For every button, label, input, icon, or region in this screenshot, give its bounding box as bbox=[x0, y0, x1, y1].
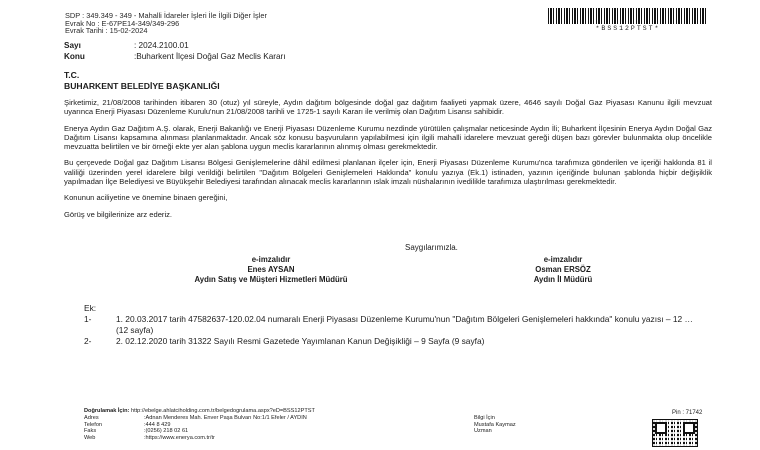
document-barcode bbox=[548, 8, 708, 32]
document-meta bbox=[64, 40, 286, 62]
signature-left bbox=[176, 255, 366, 284]
signature-eimza: e-imzalıdır bbox=[251, 255, 291, 264]
signature-title: Aydın Satış ve Müşteri Hizmetleri Müdürü bbox=[194, 274, 348, 284]
signature-right bbox=[498, 255, 628, 284]
verify-line bbox=[84, 408, 644, 415]
attachments bbox=[84, 303, 704, 347]
footer-label: Faks bbox=[84, 428, 97, 435]
meta-sayi-row bbox=[64, 40, 286, 51]
footer-label: Adres bbox=[84, 414, 99, 421]
attachment-text: 1. 20.03.2017 tarih 47582637-120.02.04 numaralı Enerji Piyasası Düzenleme Kurumu'nun "Dağıtım Bölgeleri Genişlemeleri hakkında" konulu yazısı – 12 … (12 sayfa) bbox=[116, 314, 693, 335]
footer-right: Uzman bbox=[474, 428, 492, 435]
barcode-icon bbox=[548, 8, 708, 24]
attachment-number: 1- bbox=[84, 314, 92, 324]
addressee-name: BUHARKENT BELEDİYE BAŞKANLIĞI bbox=[64, 81, 220, 91]
footer-right: Bilgi İçin bbox=[474, 414, 495, 421]
attachment-text: 2. 02.12.2020 tarih 31322 Sayılı Resmi Gazetede Yayımlanan Kanun Değişikliği – 9 Sayfa (9 sayfa) bbox=[116, 336, 485, 346]
paragraph: Görüş ve bilgilerinize arz ederiz. bbox=[64, 209, 173, 219]
pin-code: Pin : 71742 bbox=[672, 410, 703, 416]
footer-row bbox=[84, 415, 644, 422]
paragraph: Konunun aciliyetine ve önemine binaen gereğini, bbox=[64, 193, 228, 203]
footer-row bbox=[84, 428, 644, 435]
footer-right bbox=[474, 435, 624, 442]
stamp-evrak-no: Evrak No : E-67PE14-349/349-296 bbox=[65, 18, 180, 28]
barcode-text: *BSS12PTST* bbox=[595, 25, 661, 32]
paragraph: Bu çerçevede Doğal gaz Dağıtım Lisansı Bölgesi Genişlemelerine dâhil edilmesi planlanan ilçeler için, Enerji Piyasası Düzenleme Kurumu'nca tarafımıza gönderilen ve içeriği hakkında 81 il valiliği üzerinden yerel idarelere bilgi verildiği belirtilen "Dağıtım Bölgeleri Genişlemeleri Hakkında" konulu yazıya (Ek.1) istinaden, yazının içeriğinde bulunan şablonda hiçbir değişiklik yapılmadan İlçe Belediyesi ve Büyükşehir Belediyesi tarafından alınacak meclis kararlarının ıslak imzalı nüshalarının ivedilikle tarafımıza ulaştırılması gerekmektedir. bbox=[64, 158, 712, 187]
footer-row bbox=[84, 422, 644, 429]
meta-konu-row bbox=[64, 51, 286, 62]
footer-value: :(0256) 218 02 61 bbox=[144, 428, 189, 435]
attachment-item bbox=[84, 314, 704, 336]
footer bbox=[84, 408, 644, 442]
footer-value: :Adnan Menderes Mah. Enver Paşa Bulvarı No:1/1 Efeler / AYDIN bbox=[144, 414, 307, 421]
signature-eimza: e-imzalıdır bbox=[543, 255, 583, 264]
konu-value: :Buharkent İlçesi Doğal Gaz Meclis Kararı bbox=[134, 52, 286, 61]
signature-title: Aydın İl Müdürü bbox=[533, 274, 593, 284]
signature-name: Enes AYSAN bbox=[247, 264, 295, 274]
attachment-item bbox=[84, 336, 704, 347]
verify-label: Doğrulamak İçin: bbox=[84, 408, 130, 414]
footer-value[interactable]: :https://www.enerya.com.tr/tr bbox=[144, 435, 215, 442]
paragraph: Enerya Aydın Gaz Dağıtım A.Ş. olarak, Enerji Bakanlığı ve Enerji Piyasası Düzenleme Kurumu nezdinde yürütülen çalışmalar neticesinde Aydın İli; Buharkent İlçesinin Enerya Aydın Doğal Gaz Dağıtım Lisansı kapsamına alınması planlanmaktadır. Ancak söz konusu başvuruların yapılabilmesi için ilgili mahalli idarelere mevzuat gereği düşen bazı görevler bulunmakta olup öncelikle mevzuatta belirtilen ve bir örneği ekte yer alan şablona uygun meclis kararlarının alınmış olması gerekmektedir. bbox=[64, 123, 712, 152]
attachments-label: Ek: bbox=[84, 303, 97, 313]
attachment-number: 2- bbox=[84, 336, 92, 346]
konu-label: Konu bbox=[64, 52, 85, 61]
footer-right: Mustafa Kaymaz bbox=[474, 421, 516, 428]
verify-url[interactable]: http://ebelge.ahlatciholding.com.tr/belgedogrulama.aspx?eD=BSS12PTST bbox=[130, 408, 315, 414]
addressee-tc: T.C. bbox=[64, 70, 80, 80]
addressee bbox=[64, 70, 220, 92]
signature-name: Osman ERSÖZ bbox=[535, 264, 591, 274]
footer-label: Web bbox=[84, 435, 96, 442]
registry-stamp bbox=[65, 12, 267, 35]
stamp-sdp: SDP : 349.349 - 349 - Mahalli İdareler İşleri İle İlgili Diğer İşler bbox=[65, 11, 267, 20]
footer-value: :444 8 429 bbox=[144, 421, 171, 428]
qr-code-icon bbox=[652, 419, 698, 447]
closing: Saygılarımızla. bbox=[405, 243, 458, 252]
letter-body bbox=[64, 98, 712, 226]
paragraph: Şirketimiz, 21/08/2008 tarihinden itibaren 30 (otuz) yıl süreyle, Aydın dağıtım bölgesinde doğal gaz dağıtım faaliyeti yapmak üzere, 4646 sayılı Doğal Gaz Piyasası Kanunu ilgili mevzuat uyarınca Enerji Piyasası Düzenleme Kurulu'nun 21/08/2008 tarihli ve 1725-1 sayılı Kararı ile verilmiş olan Dağıtım Lisansı sahibidir. bbox=[64, 98, 712, 117]
sayi-label: Sayı bbox=[64, 41, 81, 50]
footer-label: Telefon bbox=[84, 421, 103, 428]
stamp-evrak-tarihi: Evrak Tarihi : 15-02-2024 bbox=[65, 26, 148, 36]
sayi-value: : 2024.2100.01 bbox=[134, 41, 189, 50]
footer-row bbox=[84, 435, 644, 442]
